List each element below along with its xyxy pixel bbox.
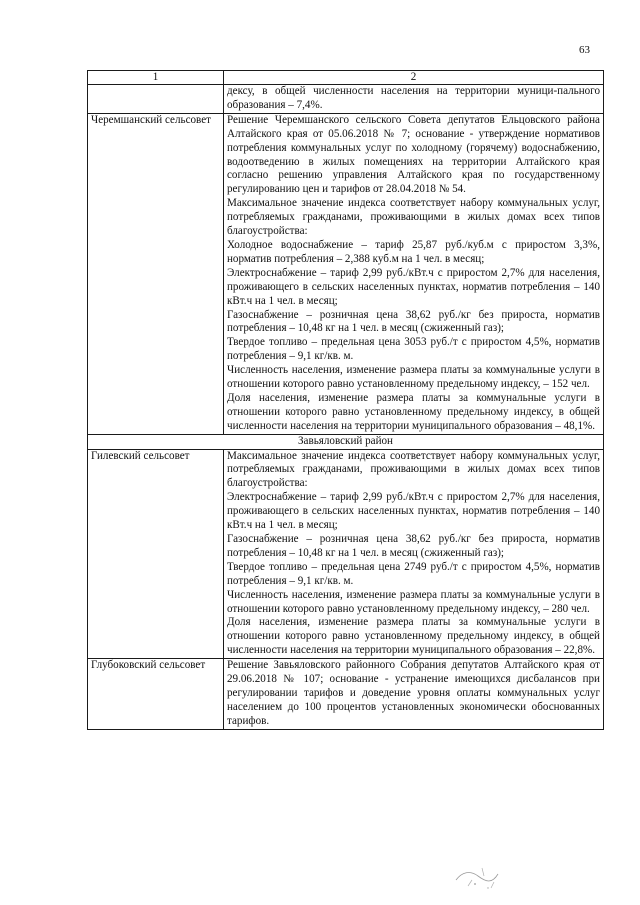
- paragraph: Доля населения, изменение размера платы за коммунальные услуги в отношении которого равно установленному предельному индексу, в общей численности населения на территории муниципального образования – 22,8%.: [227, 616, 600, 657]
- paragraph: Холодное водоснабжение – тариф 25,87 руб./куб.м с приростом 3,3%, норматив потребления – 2,388 куб.м на 1 чел. в месяц;: [227, 238, 600, 265]
- paragraph: Численность населения, изменение размера платы за коммунальные услуги в отношении которого равно установленному предельному индексу, – 152 чел.: [227, 364, 600, 391]
- paragraph: Газоснабжение – розничная цена 38,62 руб./кг без прироста, норматив потребления – 10,48 кг на 1 чел. в месяц (сжиженный газ);: [227, 308, 600, 335]
- municipality-name: Гилевский сельсовет: [88, 449, 224, 659]
- paragraph: Максимальное значение индекса соответствует набору коммунальных услуг, потребляемых гражданами, проживающими в жилых домах всех типов благоустройства:: [227, 197, 600, 238]
- paragraph: Решение Завьяловского районного Собрания депутатов Алтайского края от 29.06.2018 № 107; основание - устранение имеющихся дисбалансов при регулировании тарифов и доведение уровня оплаты коммунальных услуг населением до 100 процентов установленных экономически обоснованных тарифов.: [227, 659, 600, 727]
- tariff-table: [87, 70, 604, 730]
- row-content: [224, 113, 604, 434]
- paragraph: Твердое топливо – предельная цена 3053 руб./т с приростом 4,5%, норматив потребления – 9,1 кг/кв. м.: [227, 336, 600, 363]
- column-header-2: 2: [224, 71, 604, 85]
- table-row: [88, 85, 604, 114]
- scan-mark: [448, 858, 508, 894]
- paragraph: Электроснабжение – тариф 2,99 руб./кВт.ч с приростом 2,7% для населения, проживающего в сельских населенных пунктах, норматив потребления – 140 кВт.ч на 1 чел. в месяц;: [227, 266, 600, 307]
- paragraph: Доля населения, изменение размера платы за коммунальные услуги в отношении которого равно установленному предельному индексу, в общей численности населения на территории муниципального образования – 48,1%.: [227, 391, 600, 432]
- row-content: [224, 449, 604, 659]
- row-content: [224, 85, 604, 114]
- paragraph: Максимальное значение индекса соответствует набору коммунальных услуг, потребляемых гражданами, проживающими в жилых домах всех типов благоустройства:: [227, 449, 600, 490]
- table-row: [88, 449, 604, 659]
- paragraph: Электроснабжение – тариф 2,99 руб./кВт.ч с приростом 2,7% для населения, проживающего в сельских населенных пунктах, норматив потребления – 140 кВт.ч на 1 чел. в месяц;: [227, 491, 600, 532]
- column-header-1: 1: [88, 71, 224, 85]
- row-content: [224, 659, 604, 730]
- district-title: Завьяловский район: [88, 434, 604, 449]
- table-row: [88, 113, 604, 434]
- table-row: [88, 659, 604, 730]
- paragraph: Твердое топливо – предельная цена 2749 руб./т с приростом 4,5%, норматив потребления – 9,1 кг/кв. м.: [227, 560, 600, 587]
- table-header-row: [88, 71, 604, 85]
- municipality-name: Глубоковский сельсовет: [88, 659, 224, 730]
- paragraph: Решение Черемшанского сельского Совета депутатов Ельцовского района Алтайского края от 05.06.2018 № 7; основание - утверждение нормативов потребления коммунальных услуг по холодному (горячему) водоснабжению, водоотведению в жилых помещениях на территории Алтайского края согласно решению управления Алтайского края по государственному регулированию цен и тарифов от 28.04.2018 № 54.: [227, 113, 600, 196]
- paragraph: Газоснабжение – розничная цена 38,62 руб./кг без прироста, норматив потребления – 10,48 кг на 1 чел. в месяц (сжиженный газ);: [227, 533, 600, 559]
- paragraph: Численность населения, изменение размера платы за коммунальные услуги в отношении которого равно установленному предельному индексу, – 280 чел.: [227, 588, 600, 615]
- district-row: [88, 434, 604, 449]
- page-number: 63: [579, 44, 590, 56]
- municipality-name: Черемшанский сельсовет: [88, 113, 224, 434]
- municipality-name: [88, 85, 224, 114]
- paragraph: дексу, в общей численности населения на территории муници-пального образования – 7,4%.: [227, 85, 600, 111]
